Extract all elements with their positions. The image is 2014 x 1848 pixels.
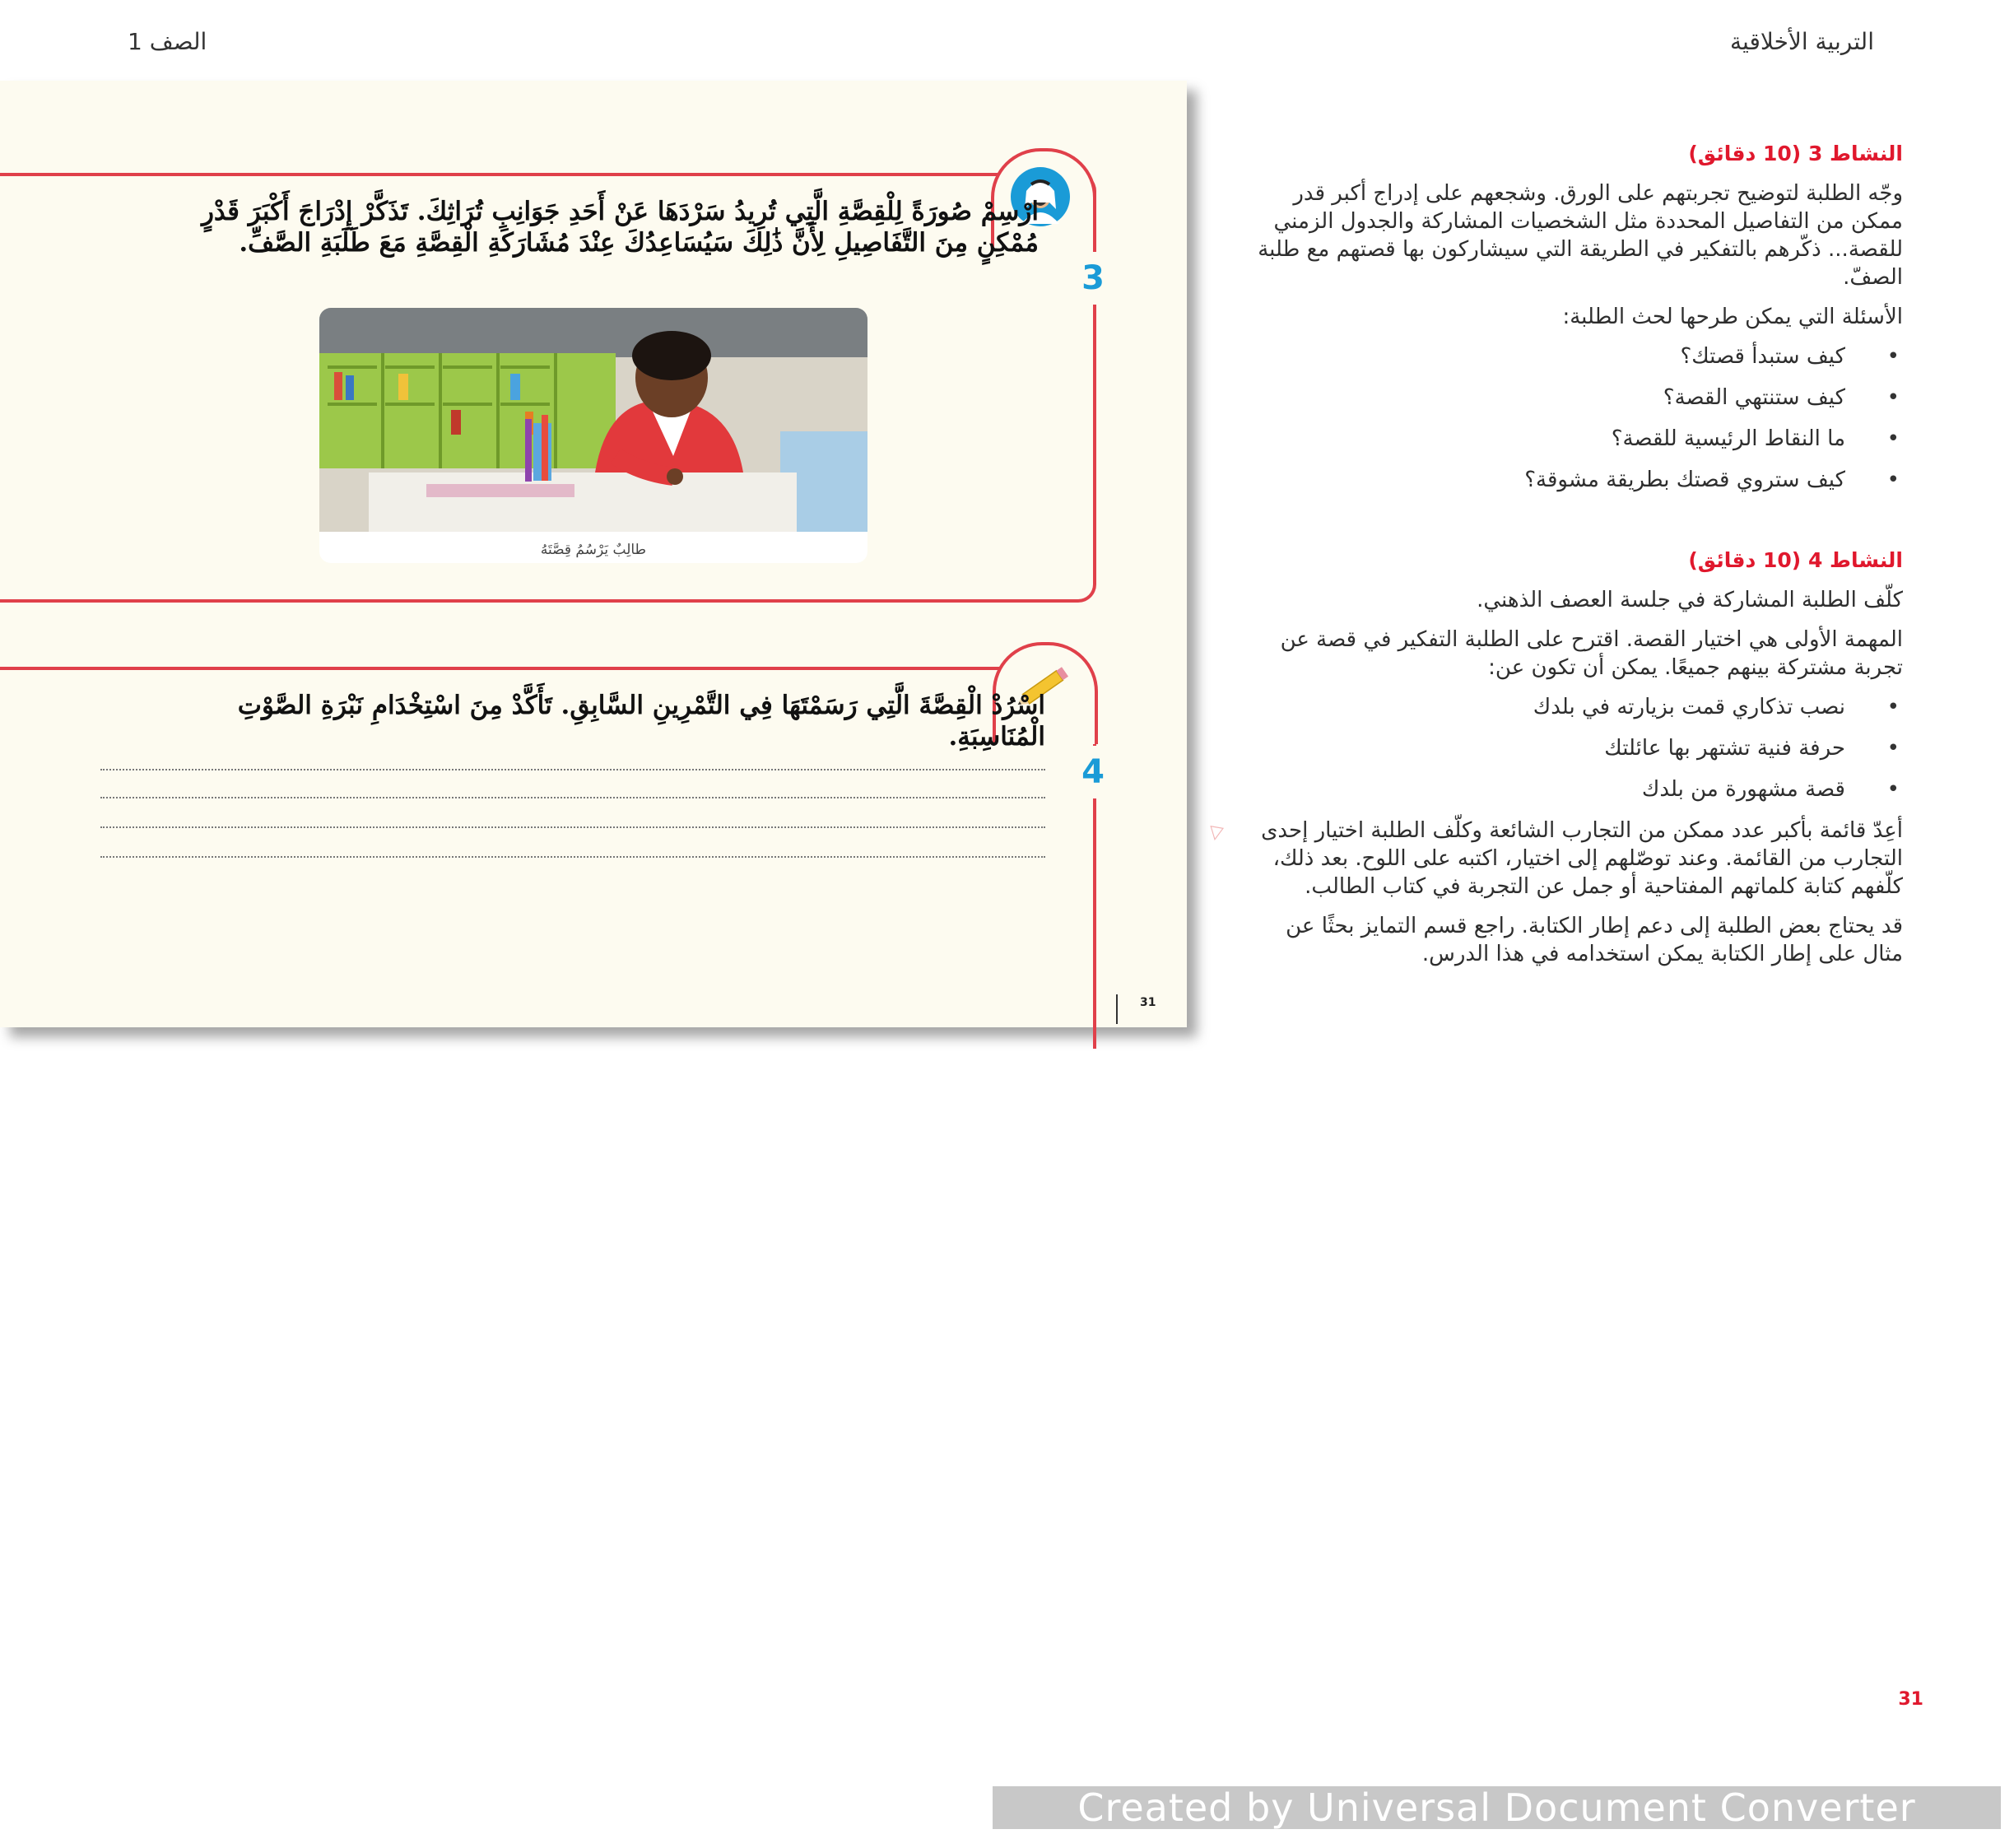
writing-line: [100, 769, 1045, 770]
exercise-3-instruction: ارْسِمْ صُورَةً لِلْقِصَّةِ الَّتِي تُرِيدُ سَرْدَهَا عَنْ أَحَدِ جَوَانِبِ تُرَاثِكَ. تَذَكَّرْ إِدْرَاجَ أَكْبَرَ قَدْرٍ مُمْكِنٍ مِنَ التَّفَاصِيلِ لِأَنَّ ذَٰلِكَ سَيُسَاعِدُكَ عِنْدَ مُشَارَكَةِ الْقِصَّةِ مَعَ طَلَبَةِ الصَّفِّ.: [201, 197, 1039, 258]
page-footer-rule: [1116, 994, 1118, 1024]
subject-title: التربية الأخلاقية: [1730, 28, 1874, 55]
list-item: • كيف ستنتهي القصة؟: [1244, 384, 1845, 412]
activity-4-paragraph-1: كلّف الطلبة المشاركة في جلسة العصف الذهني.: [1477, 588, 1903, 612]
questions-list: [1244, 342, 1903, 494]
list-item: • كيف ستروي قصتك بطريقة مشوقة؟: [1244, 466, 1845, 494]
exercise-3-number: 3: [1072, 252, 1114, 305]
options-list: [1244, 693, 1903, 803]
converter-watermark: Created by Universal Document Converter: [993, 1786, 2001, 1829]
activity-4-title: النشاط 4 (10 دقائق): [1688, 548, 1903, 572]
guide-page-number: 31: [1898, 1689, 1923, 1710]
exercise-4-number: 4: [1072, 746, 1114, 798]
questions-intro: الأسئلة التي يمكن طرحها لحث الطلبة:: [1562, 305, 1903, 329]
list-item: • حرفة فنية تشتهر بها عائلتك: [1244, 734, 1845, 762]
activity-4-paragraph-2: المهمة الأولى هي اختيار القصة. اقترح على الطلبة التفكير في قصة عن تجربة مشتركة بينهم جميعًا. يمكن أن تكون عن:: [1280, 627, 1903, 680]
student-book-page: [0, 81, 1187, 1027]
teacher-guide-column: [1244, 140, 1903, 980]
writing-line: [100, 856, 1045, 858]
student-page-number: 31: [1140, 996, 1156, 1009]
photo-caption: طالِبٌ يَرْسُمُ قِصَّتَهُ: [540, 542, 647, 558]
writing-line: [100, 826, 1045, 828]
writing-line: [100, 797, 1045, 798]
list-item: • ما النقاط الرئيسية للقصة؟: [1244, 425, 1845, 453]
photo-card: [319, 308, 867, 563]
list-item: • كيف ستبدأ قصتك؟: [1244, 342, 1845, 370]
activity-4-paragraph-4: قد يحتاج بعض الطلبة إلى دعم إطار الكتابة. راجع قسم التمايز بحثًا عن مثال على إطار الكتابة يمكن استخدامه في هذا الدرس.: [1286, 914, 1903, 966]
student-drawing-photo: [319, 308, 867, 532]
faint-margin-mark: ◁: [1203, 824, 1227, 843]
activity-4-paragraph-3: أعِدّ قائمة بأكبر عدد ممكن من التجارب الشائعة وكلّف الطلبة اختيار إحدى التجارب من القائمة. وعند توصّلهم إلى اختيار، اكتبه على اللوح. بعد ذلك، كلّفهم كتابة كلماتهم المفتاحية أو جمل عن التجربة في كتاب الطالب.: [1261, 818, 1903, 899]
list-item: • نصب تذكاري قمت بزيارته في بلدك: [1244, 693, 1845, 721]
list-item: • قصة مشهورة من بلدك: [1244, 775, 1845, 803]
activity-3-paragraph: وجّه الطلبة لتوضيح تجربتهم على الورق. وشجعهم على إدراج أكبر قدر ممكن من التفاصيل المحددة مثل الشخصيات المشاركة والجدول الزمني للقصة... ذكّرهم بالتفكير في الطريقة التي سيشاركون بها قصتهم مع طلبة الصفّ.: [1258, 181, 1903, 290]
exercise-4-instruction: اسْرُدْ الْقِصَّةَ الَّتِي رَسَمْتَهَا فِي التَّمْرِينِ السَّابِقِ. تَأَكَّدْ مِنَ اسْتِخْدَامِ نَبْرَةِ الصَّوْتِ الْمُنَاسِبَةِ.: [237, 691, 1045, 752]
grade-label: الصف 1: [128, 28, 207, 55]
activity-3-title: النشاط 3 (10 دقائق): [1688, 142, 1903, 165]
